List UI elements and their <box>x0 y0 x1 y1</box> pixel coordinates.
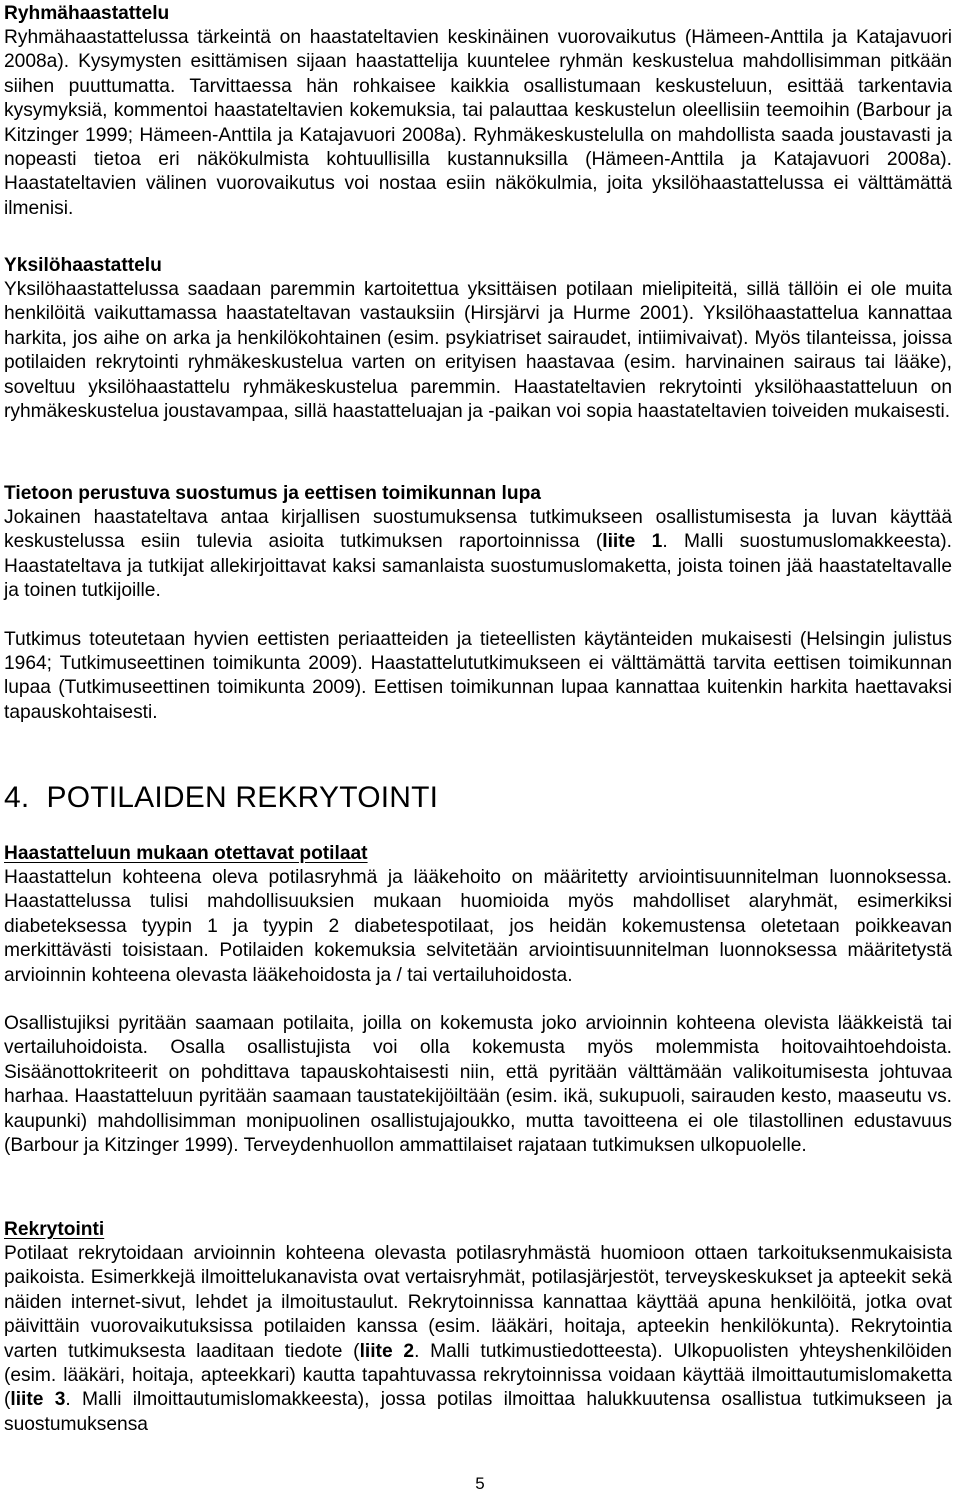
section-heading: Tietoon perustuva suostumus ja eettisen toimikunnan lupa <box>4 483 541 504</box>
paragraph-text: . Malli suostumuslomakkeesta). Haastateltava ja tutkijat allekirjoittavat kaksi samanlaista suostumuslomaketta, joista toinen jää haastateltavalle ja toinen tutkijoille. <box>4 531 952 602</box>
body-paragraph <box>4 506 952 604</box>
section-heading: Yksilöhaastattelu <box>4 255 162 276</box>
appendix-reference: liite 3 <box>10 1389 66 1411</box>
body-paragraph <box>4 1242 952 1437</box>
paragraph-text: Jokainen haastateltava antaa kirjallisen suostumuksensa tutkimukseen osallistumisesta ja luvan käyttää keskustelussa esiin tulevia asioita tutkimuksen raportoinnissa ( <box>4 507 952 553</box>
section-consent <box>4 482 952 725</box>
paragraph-text: . Malli tutkimustiedotteesta). Ulkopuolisten yhteyshenkilöiden (esim. lääkäri, hoitaja, apteekkari) kautta tapahtuvassa rekrytoinnissa voidaan käyttää ilmoittautumislomaketta ( <box>4 1340 952 1411</box>
body-paragraph: Haastattelun kohteena oleva potilasryhmä ja lääkehoito on määritetty arviointisuunnitelman luonnoksessa. Haastattelussa tulisi mahdollisuuksien mukaan huomioida myös mahdolliset alaryhmät, esimerkiksi diabeteksessa tyypin 1 ja tyypin 2 diabetespotilaat, jos heidän kokemustensa oletetaan poikkeavan merkittävästi toisistaan. Potilaiden kokemuksia selvitetään arviointisuunnitelman luonnoksessa määritetystä arvioinnin kohteena olevasta lääkehoidosta ja / tai vertailuhoidosta. <box>4 867 952 986</box>
body-paragraph: Ryhmähaastattelussa tärkeintä on haastateltavien keskinäinen vuorovaikutus (Hämeen-Anttila ja Katajavuori 2008a). Kysymysten esittämisen sijaan haastattelija kuuntelee ryhmän keskustelua mahdollisimman pitkään siihen puuttumatta. Tarvittaessa hän rohkaisee kaikkia osallistumaan keskusteluun, esittää tarkentavia kysymyksiä, kommentoi haastateltavien kokemuksia, tai palauttaa keskustelun oleellisiin teemoihin (Barbour ja Kitzinger 1999; Hämeen-Anttila ja Katajavuori 2008a). Ryhmäkeskustelulla on mahdollista saada joustavasti ja nopeasti tietoa eri näkökulmista kohtuullisilla kustannuksilla (Hämeen-Anttila ja Katajavuori 2008a). Haastateltavien välinen vuorovaikutus voi nostaa esiin näkökulmia, joita yksilöhaastattelussa ei välttämättä ilmenisi. <box>4 27 952 219</box>
section-group-interview <box>4 2 952 221</box>
body-paragraph: Tutkimus toteutetaan hyvien eettisten periaatteiden ja tieteellisten käytänteiden mukaisesti (Helsingin julistus 1964; Tutkimuseettinen toimikunta 2009). Haastattelututkimukseen ei välttämättä tarvita eettisen toimikunnan lupaa (Tutkimuseettinen toimikunta 2009). Eettisen toimikunnan lupaa kannattaa kuitenkin harkita haettavaksi tapauskohtaisesti. <box>4 628 952 723</box>
paragraph-text: . Malli ilmoittautumislomakkeesta), jossa potilas ilmoittaa halukkuutensa osallistua tutkimukseen ja suostumuksensa <box>4 1389 952 1435</box>
section-included-patients <box>4 842 952 1158</box>
appendix-reference: liite 1 <box>602 531 663 553</box>
paragraph-text: Potilaat rekrytoidaan arvioinnin kohteena olevasta potilasryhmästä huomioon ottaen tarkoituksenmukaisista paikoista. Esimerkkejä ilmoittelukanavista ovat vertaisryhmät, potilasjärjestöt, terveyskeskukset ja apteekit sekä näiden internet-sivut, lehdet ja ilmoitustaulut. Rekrytoinnissa kannattaa käyttää apuna henkilöitä, jotka ovat päivittäin vuorovaikutuksissa potilaiden kanssa (esim. lääkäri, hoitaja, apteekin henkilökunta). Rekrytointia varten tutkimuksesta laaditaan tiedote ( <box>4 1243 952 1362</box>
section-heading: Rekrytointi <box>4 1219 105 1240</box>
section-individual-interview <box>4 254 952 424</box>
chapter-heading-block <box>4 780 952 816</box>
body-paragraph: Yksilöhaastattelussa saadaan paremmin kartoitettua yksittäisen potilaan mielipiteitä, sillä tällöin ei ole muita henkilöitä vaikuttamassa haastateltavan vastauksiin (Hirsjärvi ja Hurme 2001). Yksilöhaastattelua kannattaa harkita, jos aihe on arka ja henkilökohtainen (esim. psykiatriset sairaudet, intiimivaivat). Myös tilanteissa, joissa potilaiden rekrytointi ryhmäkeskustelua varten on erityisen haastavaa (esim. harvinainen sairaus tai lääke), soveltuu yksilöhaastattelu ryhmäkeskustelua paremmin. Haastateltavien rekrytointi yksilöhaastatteluun on ryhmäkeskustelua joustavampaa, sillä haastatteluajan ja -paikan voi sopia haastateltavien toiveiden mukaisesti. <box>4 279 952 423</box>
section-recruitment <box>4 1218 952 1437</box>
section-heading: Ryhmähaastattelu <box>4 3 170 24</box>
chapter-title: 4. POTILAIDEN REKRYTOINTI <box>4 781 439 814</box>
page-number: 5 <box>475 1474 485 1493</box>
section-heading: Haastatteluun mukaan otettavat potilaat <box>4 843 368 864</box>
appendix-reference: liite 2 <box>359 1340 415 1362</box>
body-paragraph: Osallistujiksi pyritään saamaan potilaita, joilla on kokemusta joko arvioinnin kohteena olevista lääkkeistä tai vertailuhoidoista. Osalla osallistujista voi olla kokemusta myös molemmista hoitovaihtoehdoista. Sisäänottokriteerit on pohdittava tapauskohtaisesti niin, että pyritään välttämään valikoitumisesta johtuvaa harhaa. Haastatteluun pyritään saamaan taustatekijöiltään (esim. ikä, sukupuoli, sairauden kesto, maaseutu vs. kaupunki) mahdollisimman monipuolinen osallistujajoukko, mutta tavoitteena ei ole tilastollinen edustavuus (Barbour ja Kitzinger 1999). Terveydenhuollon ammattilaiset rajataan tutkimuksen ulkopuolelle. <box>4 1013 952 1157</box>
